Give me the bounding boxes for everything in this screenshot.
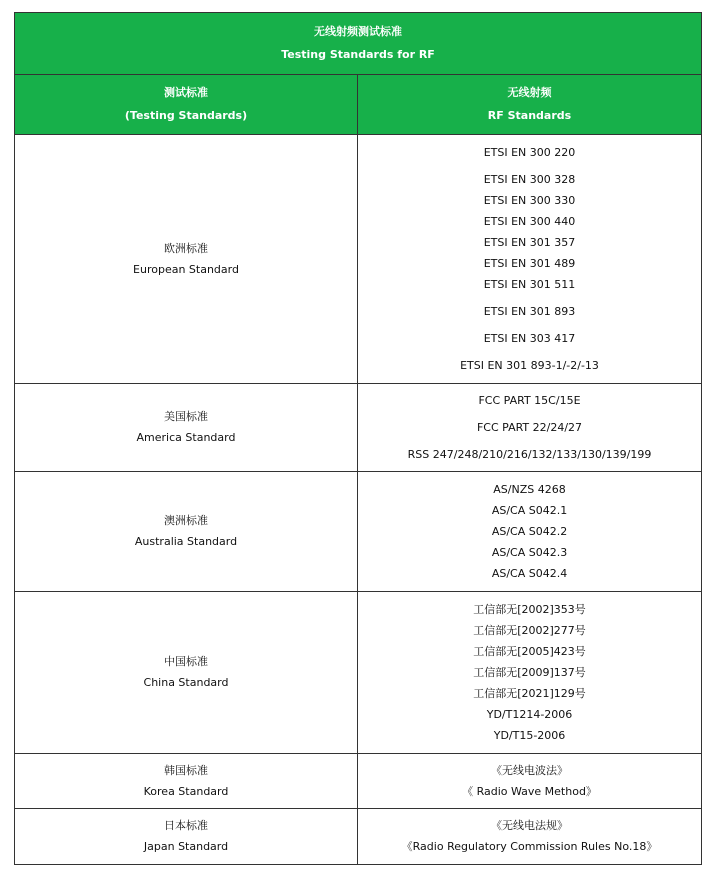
region-zh: 中国标准 — [164, 655, 208, 668]
region-zh: 欧洲标准 — [164, 241, 208, 255]
region-en: Korea Standard — [143, 784, 229, 798]
header-col1-en: (Testing Standards) — [124, 109, 248, 122]
header-col2-en: RF Standards — [487, 109, 572, 122]
standard-item: 工信部无[2002]277号 — [473, 623, 586, 637]
region-zh: 美国标准 — [164, 410, 208, 423]
standard-item: 工信部无[2009]137号 — [473, 665, 586, 679]
standard-item: AS/NZS 4268 — [493, 482, 566, 496]
standard-item: 《Radio Regulatory Commission Rules No.18》 — [401, 840, 658, 853]
standards-cell — [358, 809, 702, 865]
region-zh: 日本标准 — [164, 819, 208, 832]
standards-cell — [358, 592, 702, 754]
region-cell — [15, 809, 358, 865]
standards-cell — [358, 135, 702, 384]
standard-item: RSS 247/248/210/216/132/133/130/139/199 — [407, 447, 652, 461]
table-title — [15, 13, 702, 75]
header-col1-zh: 测试标准 — [164, 86, 208, 99]
region-cell — [15, 754, 358, 809]
table-row-australia — [15, 472, 702, 592]
region-zh: 韩国标准 — [164, 763, 208, 777]
standard-item: 《 Radio Wave Method》 — [462, 784, 597, 798]
standards-cell — [358, 384, 702, 472]
standard-item: YD/T15-2006 — [493, 728, 566, 742]
region-cell — [15, 135, 358, 384]
standard-item: ETSI EN 303 417 — [483, 331, 576, 345]
region-en: European Standard — [133, 262, 239, 276]
standard-item: ETSI EN 300 220 — [483, 145, 576, 159]
standard-item: 工信部无[2002]353号 — [473, 602, 586, 616]
standard-item: ETSI EN 300 330 — [483, 193, 576, 207]
standard-item: FCC PART 22/24/27 — [476, 420, 583, 434]
region-cell — [15, 384, 358, 472]
standard-item: ETSI EN 301 511 — [483, 277, 576, 291]
standard-item: YD/T1214-2006 — [486, 707, 573, 721]
region-en: Australia Standard — [134, 535, 238, 548]
table-row-korea — [15, 754, 702, 809]
header-row — [15, 75, 702, 135]
header-rf-standards — [358, 75, 702, 135]
standards-cell — [358, 754, 702, 809]
standard-item: ETSI EN 301 357 — [483, 235, 576, 249]
region-en: America Standard — [136, 431, 236, 444]
standard-item: ETSI EN 301 489 — [483, 256, 576, 270]
header-testing-standards — [15, 75, 358, 135]
region-cell — [15, 472, 358, 592]
standard-item: AS/CA S042.2 — [491, 524, 568, 538]
standard-item: AS/CA S042.3 — [491, 545, 568, 559]
region-en: Japan Standard — [143, 840, 229, 853]
standard-item: 工信部无[2021]129号 — [473, 686, 586, 700]
standard-item: ETSI EN 300 440 — [483, 214, 576, 228]
standard-item: AS/CA S042.1 — [491, 503, 568, 517]
standard-item: FCC PART 15C/15E — [478, 393, 581, 407]
region-en: China Standard — [143, 676, 229, 689]
standard-item: 《无线电法规》 — [491, 819, 568, 832]
standard-item: ETSI EN 301 893-1/-2/-13 — [460, 358, 599, 372]
table-row-america — [15, 384, 702, 472]
table-row-europe — [15, 135, 702, 384]
standard-item: ETSI EN 300 328 — [483, 172, 576, 186]
header-col2-zh: 无线射频 — [507, 86, 552, 99]
standard-item: ETSI EN 301 893 — [483, 304, 576, 318]
standard-item: AS/CA S042.4 — [491, 566, 568, 580]
rf-standards-table — [14, 12, 702, 865]
standard-item: 《无线电波法》 — [491, 763, 568, 777]
title-en: Testing Standards for RF — [281, 48, 435, 61]
title-row — [15, 13, 702, 75]
region-zh: 澳洲标准 — [164, 514, 208, 527]
table-row-japan — [15, 809, 702, 865]
standard-item: 工信部无[2005]423号 — [473, 644, 586, 658]
region-cell — [15, 592, 358, 754]
table-row-china — [15, 592, 702, 754]
standards-cell — [358, 472, 702, 592]
title-zh: 无线射频测试标准 — [314, 25, 402, 38]
